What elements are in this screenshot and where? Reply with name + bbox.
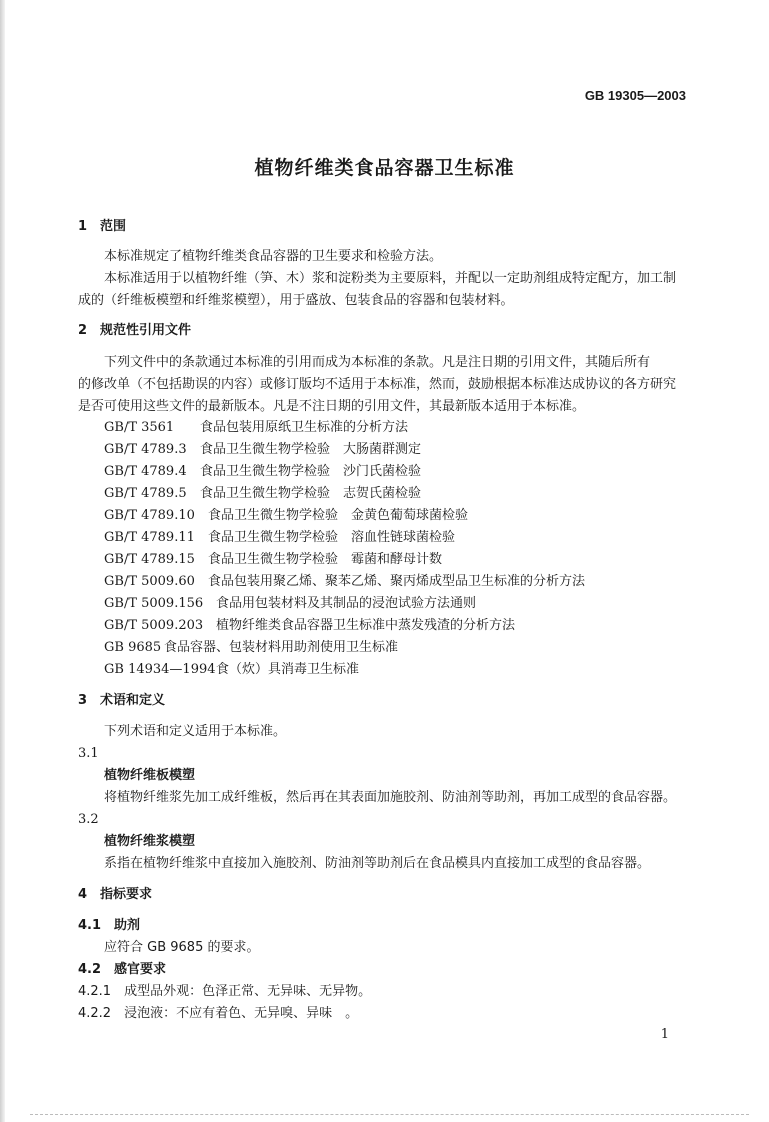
section-4-1-text: 应符合 GB 9685 的要求。 [104, 940, 260, 955]
section-4-2-1-text: 4.2.1 成型品外观：色泽正常、无异味、无异物。 [78, 984, 372, 999]
term-3-1-name: 植物纤维板模塑 [104, 768, 196, 783]
reference-title: 食品包装用聚乙烯、聚苯乙烯、聚丙烯成型品卫生标准的分析方法 [208, 574, 586, 589]
reference-code: GB/T 4789.15 [104, 552, 195, 567]
section-3-heading: 3 术语和定义 [78, 693, 166, 708]
reference-title: 植物纤维类食品容器卫生标准中蒸发残渣的分析方法 [216, 618, 516, 633]
term-3-2-name: 植物纤维浆模塑 [104, 834, 196, 849]
reference-title: 食品卫生微生物学检验 大肠菌群测定 [200, 442, 422, 457]
section-1-heading: 1 范围 [78, 219, 127, 234]
section-4-1-heading: 4.1 助剂 [78, 918, 141, 933]
section-4-2-2-text: 4.2.2 浸泡液：不应有着色、无异嗅、异味 。 [78, 1006, 359, 1021]
reference-title: 食品卫生微生物学检验 沙门氏菌检验 [200, 464, 422, 479]
reference-item [104, 485, 421, 502]
reference-item [104, 419, 408, 436]
reference-code: GB/T 4789.10 [104, 508, 195, 523]
reference-code: GB/T 3561 [104, 420, 175, 435]
reference-item [104, 551, 442, 568]
reference-code: GB 9685 [104, 640, 162, 655]
document-title: 植物纤维类食品容器卫生标准 [254, 157, 515, 179]
reference-code: GB/T 5009.156 [104, 596, 204, 611]
s2-paragraph-line-1: 下列文件中的条款通过本标准的引用而成为本标准的条款。凡是注日期的引用文件，其随后所有 [104, 355, 651, 370]
reference-item [104, 529, 455, 546]
reference-code: GB/T 5009.60 [104, 574, 195, 589]
section-4-heading: 4 指标要求 [78, 887, 153, 902]
term-3-2-definition: 系指在植物纤维浆中直接加入施胶剂、防油剂等助剂后在食品模具内直接加工成型的食品容器。 [104, 856, 651, 871]
reference-code: GB/T 4789.4 [104, 464, 187, 479]
reference-code: GB 14934—1994 [104, 662, 216, 677]
reference-item [104, 463, 421, 480]
reference-item [104, 617, 515, 634]
reference-title: 食品卫生微生物学检验 志贺氏菌检验 [200, 486, 422, 501]
term-3-1-definition: 将植物纤维浆先加工成纤维板，然后再在其表面加施胶剂、防油剂等助剂，再加工成型的食品容器。 [104, 790, 677, 805]
s3-intro: 下列术语和定义适用于本标准。 [104, 724, 287, 739]
reference-code: GB/T 5009.203 [104, 618, 204, 633]
term-3-1-number: 3.1 [78, 746, 99, 761]
term-3-2-number: 3.2 [78, 812, 99, 827]
s1-paragraph-2-line-2: 成的（纤维板模塑和纤维浆模塑），用于盛放、包装食品的容器和包装材料。 [78, 293, 514, 308]
section-2-heading: 2 规范性引用文件 [78, 323, 192, 338]
reference-title: 食品卫生微生物学检验 溶血性链球菌检验 [208, 530, 456, 545]
reference-item [104, 595, 476, 612]
reference-title: 食品用包装材料及其制品的浸泡试验方法通则 [216, 596, 477, 611]
s1-paragraph-2-line-1: 本标准适用于以植物纤维（笋、木）浆和淀粉类为主要原料，并配以一定助剂组成特定配方，加工制 [104, 271, 677, 286]
s2-paragraph-line-3: 是否可使用这些文件的最新版本。凡是不注日期的引用文件，其最新版本适用于本标准。 [78, 399, 586, 414]
standard-code: GB 19305—2003 [584, 88, 686, 103]
page-number: 1 [660, 1027, 669, 1042]
reference-title: 食品卫生微生物学检验 金黄色葡萄球菌检验 [208, 508, 469, 523]
reference-title: 食（炊）具消毒卫生标准 [216, 662, 360, 677]
s2-paragraph-line-2: 的修改单（不包括勘误的内容）或修订版均不适用于本标准，然而，鼓励根据本标准达成协议的各方研究 [78, 377, 677, 392]
reference-item [104, 661, 359, 678]
reference-title: 食品容器、包装材料用助剂使用卫生标准 [164, 640, 399, 655]
reference-item [104, 639, 398, 656]
reference-code: GB/T 4789.11 [104, 530, 195, 545]
reference-title: 食品包装用原纸卫生标准的分析方法 [200, 420, 409, 435]
reference-title: 食品卫生微生物学检验 霉菌和酵母计数 [208, 552, 443, 567]
bottom-scan-rule [30, 1114, 749, 1115]
section-4-2-heading: 4.2 感官要求 [78, 962, 167, 977]
s1-paragraph-1: 本标准规定了植物纤维类食品容器的卫生要求和检验方法。 [104, 249, 443, 264]
reference-item [104, 441, 421, 458]
reference-item [104, 507, 468, 524]
reference-item [104, 573, 585, 590]
reference-code: GB/T 4789.3 [104, 442, 187, 457]
reference-code: GB/T 4789.5 [104, 486, 187, 501]
